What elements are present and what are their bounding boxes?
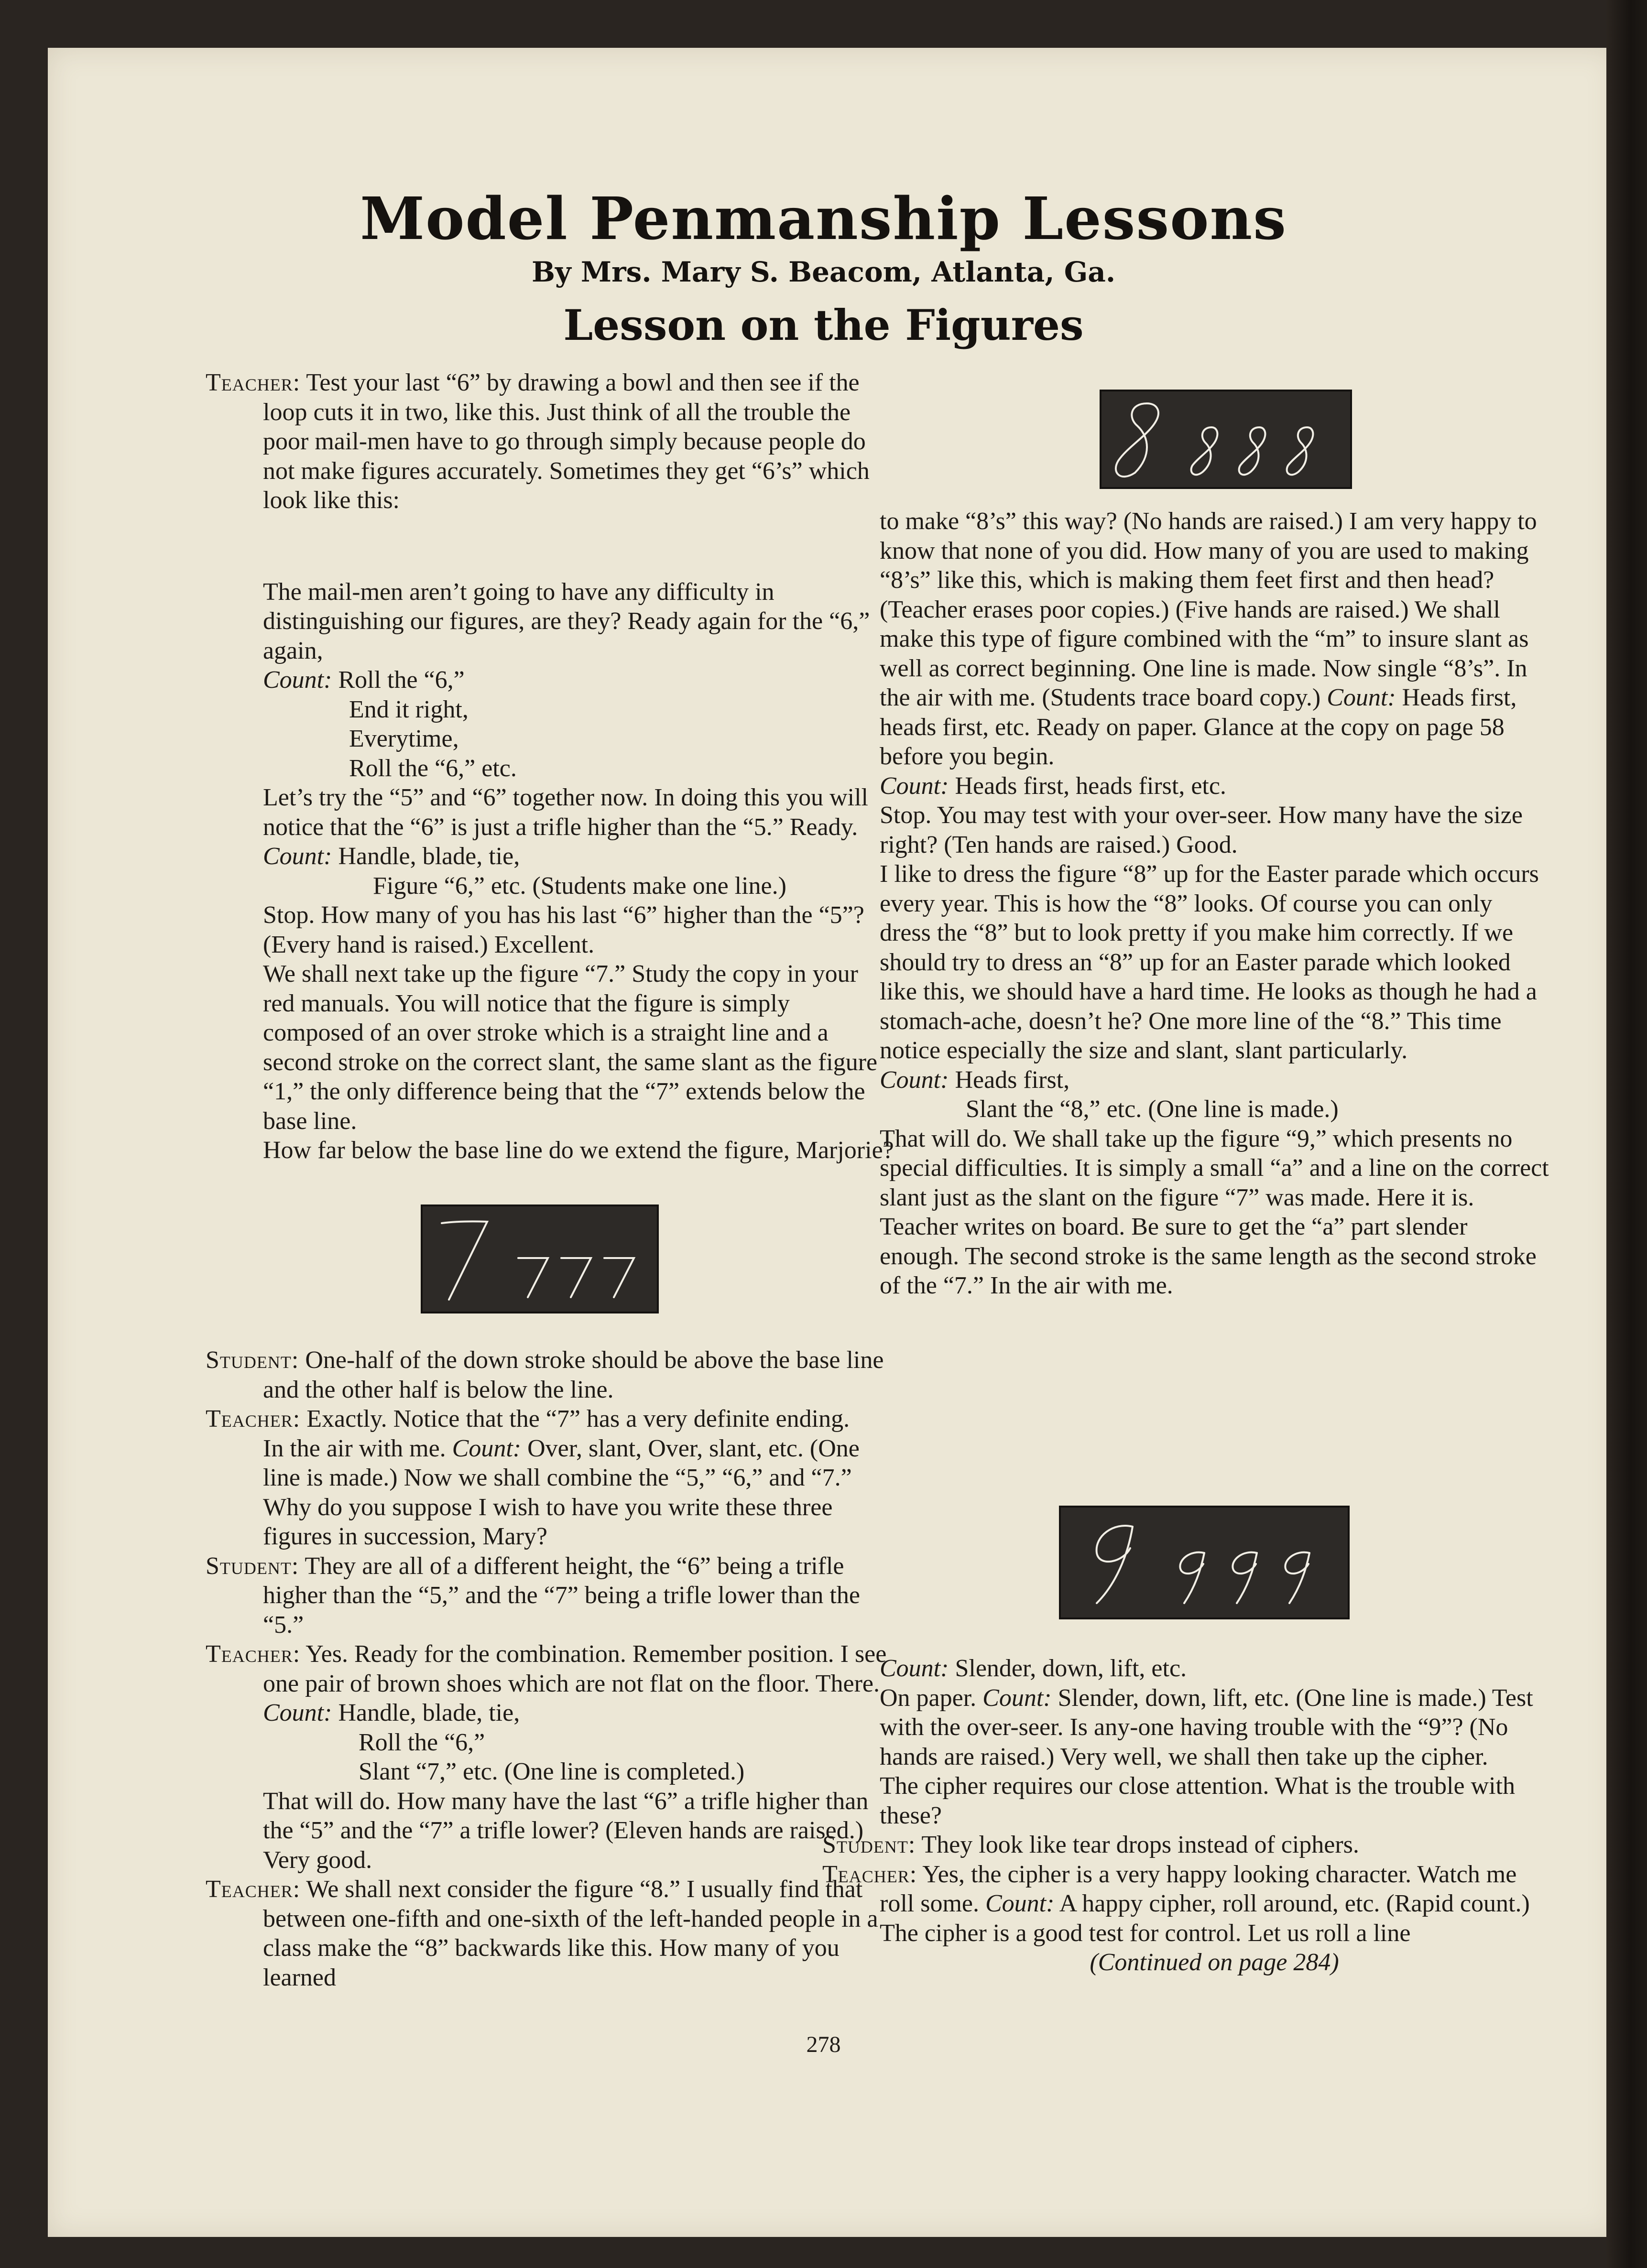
count-text: Roll the “6,” — [338, 666, 465, 694]
paragraph-text: One-half of the down stroke should be above the base line and the other half is below the line. — [263, 1346, 884, 1403]
paragraph: That will do. How many have the last “6” a trifle higher than the “5” and the “7” a trifle lower? (Eleven hands are raised.) Very good. — [263, 1787, 869, 1874]
paragraph: Stop. You may test with your over-seer. How many have the size right? (Ten hands are raised.) Good. — [880, 802, 1523, 858]
paragraph — [880, 507, 1549, 771]
paragraph: How far below the base line do we extend the figure, Marjorie? — [263, 1137, 894, 1164]
paragraph-text: Yes. Ready for the combination. Remember position. I see one pair of brown shoes which are not flat on the floor. There. — [263, 1640, 887, 1697]
count-line: Slant the “8,” etc. (One line is made.) — [966, 1096, 1339, 1123]
count-label: Count: — [1327, 684, 1396, 711]
count-line — [206, 842, 894, 871]
paragraph — [206, 1404, 894, 1434]
paragraph-text: We shall next consider the figure “8.” I usually find that between one-fifth and one-sixth of the left-handed people in a class make the “8” backwards like this. How many of you learned — [263, 1876, 878, 1991]
count-label: Count: — [985, 1890, 1055, 1917]
speaker-label: Teacher: — [206, 1640, 301, 1668]
count-line: Slant “7,” etc. (One line is completed.) — [359, 1758, 745, 1785]
speaker-label: Student: — [822, 1831, 916, 1858]
paragraph-text: Exactly. Notice that the “7” has a very definite ending. — [306, 1405, 850, 1432]
speaker-label: Teacher: — [822, 1860, 917, 1888]
count-label: Count: — [880, 772, 949, 800]
count-line — [206, 665, 894, 695]
count-line: Figure “6,” etc. (Students make one line.) — [373, 872, 786, 900]
count-text: Slender, down, lift, etc. — [955, 1655, 1187, 1682]
handwritten-nines-image — [1061, 1508, 1348, 1617]
chalkboard-eights — [1100, 390, 1352, 489]
handwritten-sevens-image — [423, 1206, 657, 1312]
paragraph-text: Heads first, heads first, etc. Ready on paper. Glance at the copy on page 58 before you begin. — [880, 684, 1517, 770]
count-label: Count: — [452, 1434, 522, 1462]
paragraph — [206, 1639, 894, 1698]
paragraph: Stop. How many of you has his last “6” higher than the “5”? (Every hand is raised.) Excellent. — [263, 901, 864, 958]
count-label: Count: — [263, 666, 332, 694]
page-number: 278 — [806, 2032, 841, 2057]
speaker-label: Student: — [206, 1552, 299, 1580]
paragraph-text: Over, slant, Over, slant, etc. (One line is made.) Now we shall combine the “5,” “6,” and “7.” Why do you suppose I wish to have you write these three figures in succession, Mary? — [263, 1434, 860, 1550]
count-line: Roll the “6,” etc. — [349, 754, 517, 782]
article-subtitle: Lesson on the Figures — [563, 300, 1084, 350]
paragraph-text: A happy cipher, roll around, etc. (Rapid count.) The cipher is a good test for control. Let us roll a line — [880, 1890, 1530, 1947]
paragraph — [880, 1683, 1549, 1772]
count-line — [880, 1654, 1549, 1683]
count-label: Count: — [880, 1655, 949, 1682]
paragraph — [206, 1434, 894, 1552]
count-line — [880, 771, 1549, 801]
count-line — [880, 1065, 1549, 1095]
paragraph — [822, 1830, 1549, 1860]
paragraph-text: Yes, the cipher is a very happy looking character. Watch me roll some. — [880, 1860, 1517, 1917]
paragraph: We shall next take up the figure “7.” Study the copy in your red manuals. You will notice that the figure is simply composed of an over stroke which is a straight line and a second stroke on the correct slant, the same slant as the figure “1,” the only difference being that the “7” extends below the base line. — [263, 960, 878, 1135]
count-line: End it right, — [349, 695, 469, 723]
count-text: Handle, blade, tie, — [338, 1699, 520, 1726]
count-text: Heads first, heads first, etc. — [955, 772, 1226, 800]
count-text: Heads first, — [955, 1066, 1070, 1094]
paragraph-text: They are all of a different height, the “6” being a trifle higher than the “5,” and the “7” being a trifle lower than the “5.” — [263, 1552, 860, 1639]
paragraph-text: In the air with me. — [263, 1434, 446, 1462]
paragraph-text: On paper. — [880, 1684, 977, 1712]
count-label: Count: — [880, 1066, 949, 1094]
count-line — [206, 1698, 894, 1728]
paragraph: I like to dress the figure “8” up for the Easter parade which occurs every year. This is how the “8” looks. Of course you can only dress the “8” but to look pretty if you make him correctly. If we should try to dress an “8” up for an Easter parade which looked like this, we should have a hard time. He looks as though he had a stomach-ache, doesn’t he? One more line of the “8.” This time notice especially the size and slant, slant particularly. — [880, 860, 1539, 1064]
left-column — [206, 368, 894, 1165]
right-column — [880, 507, 1549, 1301]
paragraph — [206, 368, 894, 515]
left-column-lower — [206, 1346, 894, 1992]
paragraph — [822, 1860, 1549, 1948]
speaker-label: Teacher: — [206, 1876, 301, 1903]
count-label: Count: — [263, 1699, 332, 1726]
paragraph-text: to make “8’s” this way? (No hands are raised.) I am very happy to know that none of you did. How many of you are used to making “8’s” like this, which is making them feet first and then head? (Teacher erases poor copies.) (Five hands are raised.) We shall make this type of figure combined with the “m” to insure slant as well as correct beginning. One line is made. Now single “8’s”. In the air with me. (Students trace board copy.) — [880, 508, 1537, 711]
count-line: Everytime, — [349, 725, 459, 752]
paragraph-text: They look like tear drops instead of ciphers. — [921, 1831, 1359, 1858]
paragraph: That will do. We shall take up the figure “9,” which presents no special difficulties. It is simply a small “a” and a line on the correct slant just as the slant on the figure “7” was made. Here it is. Teacher writes on board. Be sure to get the “a” part slender enough. The second stroke is the same length as the second stroke of the “7.” In the air with me. — [880, 1125, 1549, 1299]
handwritten-eights-image — [1102, 391, 1350, 487]
speaker-label: Student: — [206, 1346, 299, 1374]
continued-notice: (Continued on page 284) — [1090, 1949, 1339, 1976]
paragraph: The cipher requires our close attention. What is the trouble with these? — [880, 1772, 1515, 1829]
count-label: Count: — [263, 843, 332, 870]
chalkboard-nines — [1059, 1506, 1350, 1619]
chalkboard-sevens — [421, 1205, 659, 1313]
paragraph-text: Test your last “6” by drawing a bowl and then see if the loop cuts it in two, like this. Just think of all the trouble the poor mail-men have to go through simply because people do not make figures accurately. Sometimes they get “6’s” which look like this: — [263, 369, 870, 514]
speaker-label: Teacher: — [206, 369, 301, 396]
count-line: Roll the “6,” — [359, 1728, 485, 1756]
paragraph: The mail-men aren’t going to have any difficulty in distinguishing our figures, are they? Ready again for the “6,” again, — [263, 578, 870, 664]
paragraph — [206, 1552, 894, 1640]
paragraph — [206, 1875, 894, 1992]
paragraph — [206, 1346, 894, 1404]
right-column-lower — [822, 1649, 1549, 1977]
paragraph-text: Slender, down, lift, etc. (One line is made.) Test with the over-seer. Is any-one having trouble with the “9”? (No hands are raised.) Very well, we shall then take up the cipher. — [880, 1684, 1533, 1770]
paragraph: Let’s try the “5” and “6” together now. In doing this you will notice that the “6” is just a trifle higher than the “5.” Ready. — [263, 784, 869, 841]
article-byline: By Mrs. Mary S. Beacom, Atlanta, Ga. — [531, 256, 1116, 288]
article-title: Model Penmanship Lessons — [360, 184, 1287, 253]
count-text: Handle, blade, tie, — [338, 843, 520, 870]
speaker-label: Teacher: — [206, 1405, 301, 1432]
count-label: Count: — [982, 1684, 1052, 1712]
